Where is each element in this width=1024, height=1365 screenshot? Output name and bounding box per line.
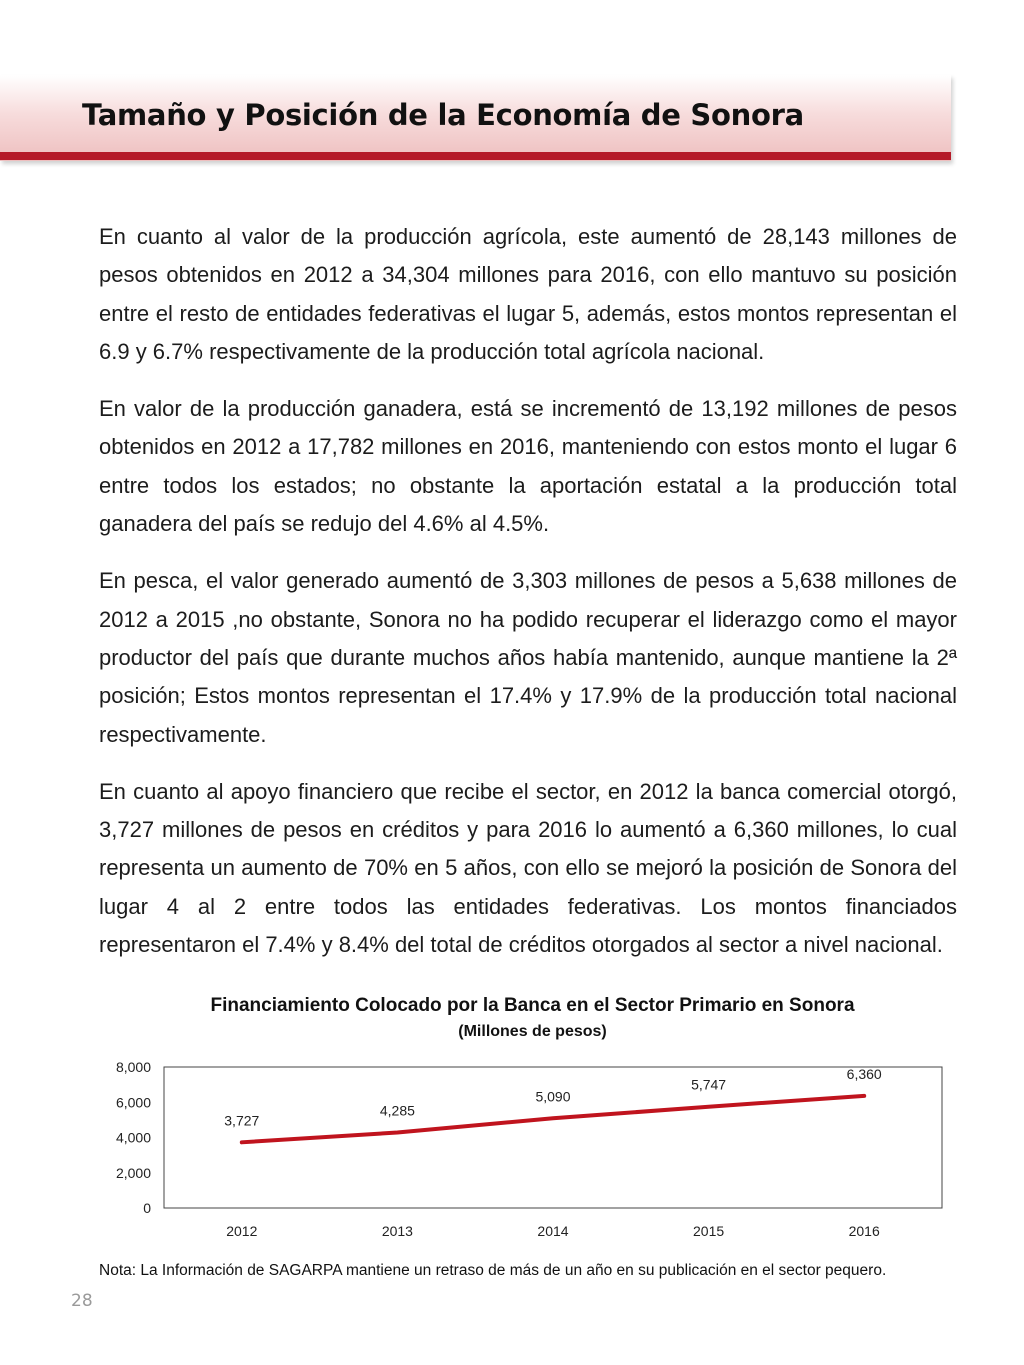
data-label: 6,360 bbox=[846, 1065, 882, 1082]
page-title: Tamaño y Posición de la Economía de Sonora bbox=[82, 98, 804, 132]
y-tick-label: 6,000 bbox=[115, 1094, 151, 1111]
paragraph-pesca: En pesca, el valor generado aumentó de 3,303 millones de pesos a 5,638 millones de 2012 a 2015 ,no obstante, Sonora no ha podido recuperar el liderazgo como el mayor productor del país que durante muchos años había mantenido, aunque mantiene la 2ª posición; Estos montos representan el 17.4% y 17.9% de la producción total nacional respectivamente. bbox=[99, 568, 957, 747]
data-label: 4,285 bbox=[379, 1102, 415, 1119]
x-tick-label: 2015 bbox=[693, 1223, 725, 1239]
x-tick-label: 2014 bbox=[537, 1223, 569, 1239]
page-number: 28 bbox=[71, 1291, 93, 1311]
body-text bbox=[99, 218, 957, 983]
paragraph-financiamiento: En cuanto al apoyo financiero que recibe el sector, en 2012 la banca comercial otorgó, 3,727 millones de pesos en créditos y para 2016 lo aumentó a 6,360 millones, lo cual representa un aumento de 70% en 5 años, con ello se mejoró la posición de Sonora del lugar 4 al 2 entre todos las entidades federativas. Los montos financiados representaron el 7.4% y 8.4% del total de créditos otorgados al sector a nivel nacional. bbox=[99, 778, 957, 958]
header-rule bbox=[0, 152, 951, 160]
y-tick-label: 2,000 bbox=[115, 1164, 151, 1181]
y-tick-label: 0 bbox=[143, 1200, 151, 1216]
y-tick-label: 4,000 bbox=[115, 1129, 151, 1146]
chart-title: Financiamiento Colocado por la Banca en el Sector Primario en Sonora bbox=[210, 995, 855, 1016]
financing-line-chart bbox=[90, 1050, 960, 1245]
paragraph-ganaderia: En valor de la producción ganadera, está se incrementó de 13,192 millones de pesos obtenidos en 2012 a 17,782 millones en 2016, manteniendo con estos monto el lugar 6 entre todos los estados; no obstante la aportación estatal a la producción total ganadera del país se redujo del 4.6% al 4.5%. bbox=[99, 396, 957, 537]
x-tick-label: 2013 bbox=[381, 1223, 413, 1239]
data-label: 5,747 bbox=[691, 1076, 727, 1093]
paragraph-agricultura: En cuanto al valor de la producción agrícola, este aumentó de 28,143 millones de pesos obtenidos en 2012 a 34,304 millones para 2016, con ello mantuvo su posición entre el resto de entidades federativas el lugar 5, además, estos montos representan el 6.9 y 6.7% respectivamente de la producción total agrícola nacional. bbox=[99, 224, 957, 364]
y-tick-label: 8,000 bbox=[115, 1059, 151, 1075]
data-label: 5,090 bbox=[535, 1088, 571, 1105]
x-tick-label: 2016 bbox=[848, 1223, 880, 1239]
chart-subtitle: (Millones de pesos) bbox=[458, 1023, 607, 1040]
footnote: Nota: La Información de SAGARPA mantiene un retraso de más de un año en su publicación en el sector pequero. bbox=[99, 1262, 887, 1279]
x-tick-label: 2012 bbox=[226, 1223, 258, 1239]
data-label: 3,727 bbox=[224, 1112, 260, 1129]
